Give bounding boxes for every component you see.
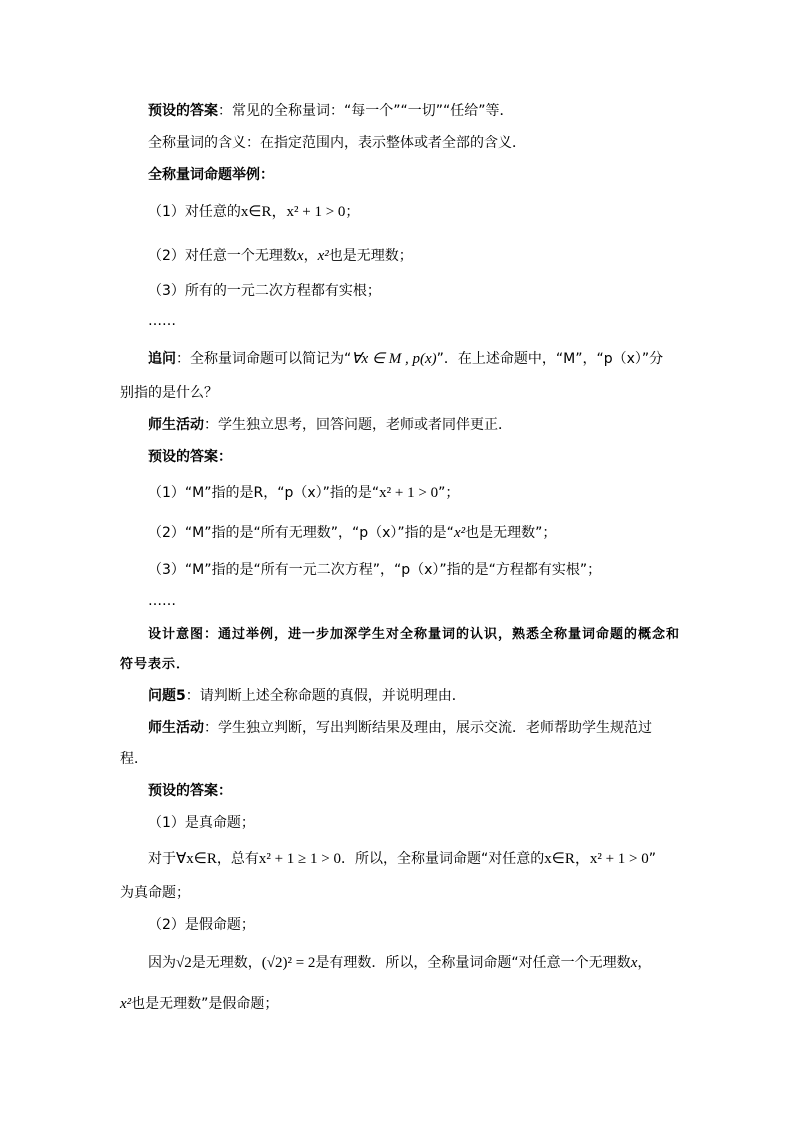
example-1-end: ； (345, 204, 360, 220)
part-1-reason-d: ” (648, 851, 657, 867)
part-2-line-2 (120, 994, 278, 1014)
part-1-line-2: 为真命题； (120, 885, 190, 901)
activity-2 (148, 718, 652, 738)
part-1-math-3: x∈R，x² + 1 > 0 (544, 851, 649, 867)
part-2-x: x (630, 955, 638, 971)
examples-heading: 全称量词命题举例： (148, 167, 274, 183)
question-5-label: 问题5 (148, 688, 186, 704)
activity-1-label: 师生活动 (148, 417, 204, 433)
answer-3: （3）“M”指的是“所有一元二次方程”，“p（x）”指的是“方程都有实根”； (148, 562, 602, 578)
answer-quantifier-line (148, 101, 514, 121)
part-1-reason-c: ．所以，全称量词命题“对任意的 (341, 851, 545, 867)
design-intent-line-2: 符号表示． (120, 657, 191, 672)
part-1-math-2: x² + 1 ≥ 1 > 0 (258, 851, 341, 867)
example-2-text: （2）对任意一个无理数 (148, 248, 297, 264)
example-2-x: x (296, 248, 304, 264)
part-2-math-2: (√2)² = 2 (261, 955, 316, 971)
part-1-reason (148, 849, 656, 869)
part-2-verdict: （2）是假命题； (148, 917, 255, 933)
answer-2-math: x² (453, 525, 466, 541)
part-2-reason (148, 953, 651, 973)
part-1-math-1: ∀x∈R (176, 851, 217, 867)
follow-up-text-b: ”．在上述命题中，“M”，“p（x）”分 (436, 351, 664, 367)
ellipsis-1: …… (148, 313, 176, 329)
question-5-text: ：请判断上述全称命题的真假，并说明理由． (185, 688, 466, 704)
activity-2-label: 师生活动 (148, 720, 204, 736)
example-2-x2: x² (317, 248, 329, 264)
part-2-reason-a: 因为 (148, 955, 176, 971)
example-3: （3）所有的一元二次方程都有实根； (148, 283, 381, 299)
part-2-line-2-text: 也是无理数”是假命题； (131, 996, 279, 1012)
activity-2-line-2: 程． (120, 751, 148, 767)
answer-text: ：常见的全称量词：“每一个”“一切”“任给”等． (218, 103, 514, 119)
example-2-end: 也是无理数； (328, 248, 413, 264)
answer-1-end: ”； (438, 485, 460, 501)
answer-2-end: 也是无理数”； (465, 525, 557, 541)
part-1-reason-a: 对于 (148, 851, 176, 867)
example-2 (148, 246, 413, 266)
activity-1-text: ：学生独立思考，回答问题，老师或者同伴更正． (204, 417, 512, 433)
answer-1 (148, 483, 459, 503)
example-2-comma: ， (303, 248, 318, 264)
answer-2 (148, 523, 556, 543)
part-2-reason-c: 是有理数．所以，全称量词命题“对任意一个无理数 (315, 955, 631, 971)
answer-2-text: （2）“M”指的是“所有无理数”，“p（x）”指的是“ (148, 525, 454, 541)
example-1 (148, 202, 359, 222)
part-2-reason-b: 是无理数， (191, 955, 262, 971)
follow-up-line-2: 别指的是什么？ (120, 385, 218, 401)
part-1-reason-b: ，总有 (216, 851, 259, 867)
answer-1-math: x² + 1 > 0 (379, 485, 439, 501)
follow-up-label: 追问 (148, 351, 176, 367)
answer-label-3: 预设的答案： (148, 783, 232, 799)
follow-up-math: ∀x ∈ M , p(x) (351, 351, 437, 367)
example-1-text: （1）对任意的 (148, 204, 241, 220)
answer-label: 预设的答案 (148, 103, 218, 119)
follow-up-question (148, 349, 663, 369)
design-intent-line-1: 设计意图：通过举例，进一步加深学生对全称量词的认识，熟悉全称量词命题的概念和 (148, 627, 681, 642)
part-1-verdict: （1）是真命题； (148, 815, 255, 831)
activity-2-text: ：学生独立判断，写出判断结果及理由，展示交流．老师帮助学生规范过 (204, 720, 652, 736)
question-5 (148, 686, 466, 706)
activity-1 (148, 415, 512, 435)
part-2-math-1: √2 (176, 955, 192, 971)
follow-up-text-a: ：全称量词命题可以简记为“ (176, 351, 352, 367)
answer-1-text: （1）“M”指的是R，“p（x）”指的是“ (148, 485, 380, 501)
quantifier-meaning: 全称量词的含义：在指定范围内，表示整体或者全部的含义． (148, 135, 526, 151)
ellipsis-2: …… (148, 593, 176, 609)
part-2-comma: ， (637, 955, 652, 971)
example-1-math: x∈R，x² + 1 > 0 (240, 204, 346, 220)
part-2-line-2-math: x² (120, 996, 132, 1012)
answer-label-2: 预设的答案： (148, 449, 232, 465)
